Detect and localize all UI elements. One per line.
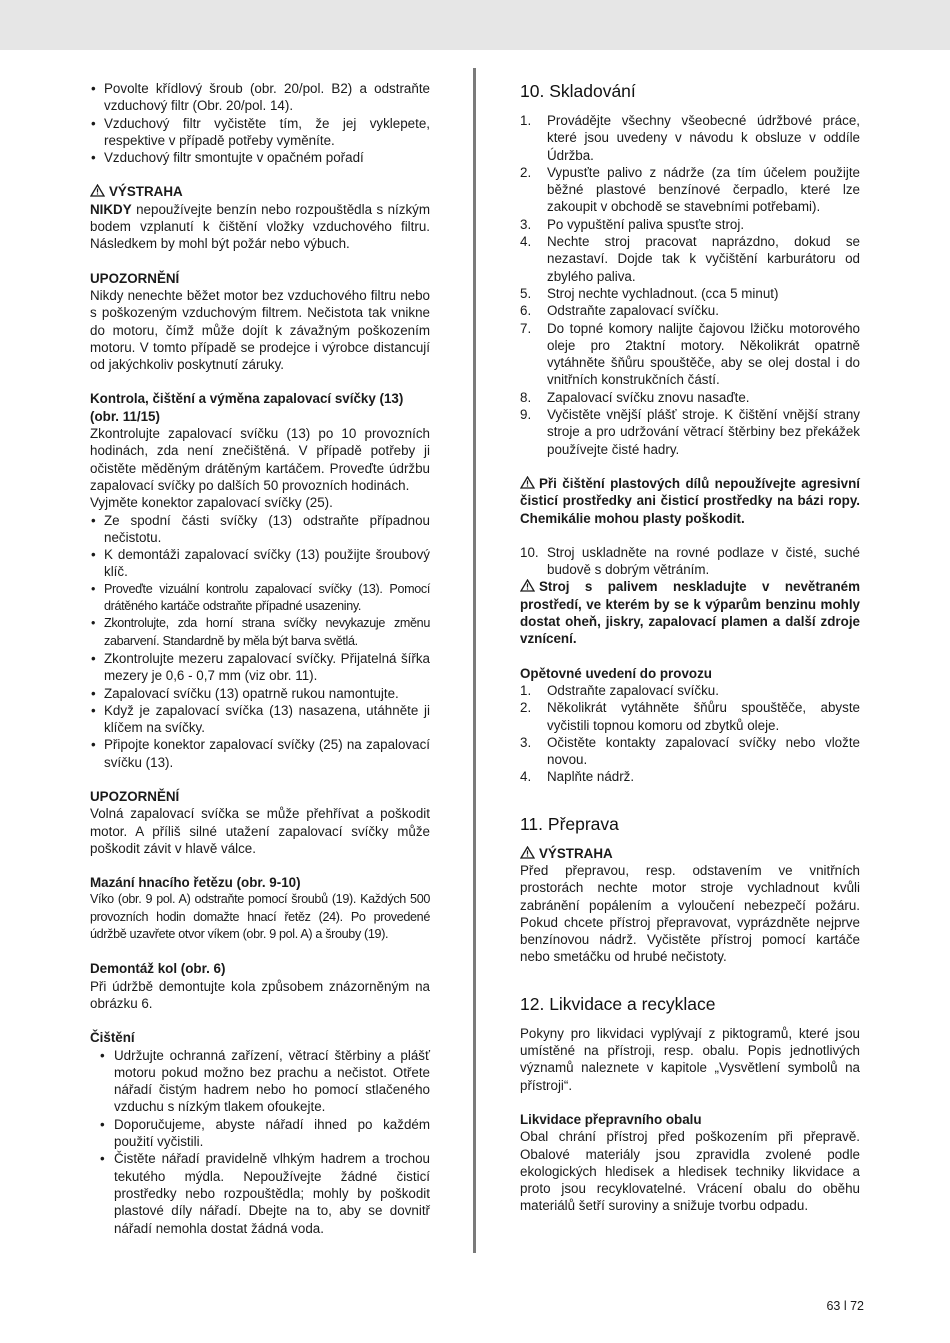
list-item: • Ze spodní části svíčky (13) odstraňte případnou nečistotu. <box>90 512 430 547</box>
warning-body: nepoužívejte benzín nebo rozpouštědla s nízkým bodem vzplanutí k čištění vložky vzduchového filtru. Následkem by mohl být požár nebo výbuch. <box>90 201 430 252</box>
item-number: 4. <box>520 234 532 250</box>
item-text: Po vypuštění paliva spusťte stroj. <box>547 216 745 232</box>
list-item: • Čistěte nářadí pravidelně vlhkým hadrem a trochou tekutého mýdla. Nepoužívejte žádné čisticí prostředky nebo rozpouštědla; mohly by poškodit plastové díly nářadí. Dbejte na to, aby se dovnitř nářadí nemohla dostat žádná voda. <box>90 1150 430 1236</box>
warning-fuel <box>520 578 860 647</box>
item-text: Stroj uskladněte na rovné podlaze v čisté, suché budově s dobrým větráním. <box>547 544 860 578</box>
section-heading-packaging: Likvidace přepravního obalu <box>520 1111 702 1127</box>
item-text: Odstraňte zapalovací svíčku. <box>547 682 719 698</box>
item-text: Vypusťte palivo z nádrže (za tím účelem použijte běžné plastové benzínové čerpadlo, které lze zakoupit v obchodě se stavebními potřebami). <box>547 164 860 215</box>
section-title-disposal: 12. Likvidace a recyklace <box>520 993 716 1014</box>
list-item: • Vzduchový filtr vyčistěte tím, že jej vyklepete, respektive v případě potřeby vyměníte. <box>90 115 430 150</box>
list-item <box>520 768 860 785</box>
warning-title: VÝSTRAHA <box>109 184 183 200</box>
paragraph: Před přepravou, resp. odstavením ve vnitřních prostorách nechte motor stroje vychladnout kvůli zabránění popálením a vyloučení nebezpečí požáru. Pokud chcete přístroj přepravovat, vyprázdněte nejprve benzínovou nádrž. Vyčistěte přístroj pomocí kartáče nebo smetáčku od hrubé nečistoty. <box>520 862 860 965</box>
list-item: • Zapalovací svíčku (13) opatrně rukou namontujte. <box>90 685 430 702</box>
list-item <box>520 699 860 734</box>
item-number: 9. <box>520 407 532 423</box>
list-item <box>520 734 860 769</box>
storage-list-continued <box>520 544 860 579</box>
column-divider <box>473 68 476 1253</box>
warning-plastic-text: Při čištění plastových dílů nepoužívejte agresivní čisticí prostředky ani čisticí prostředky na bázi ropy. Chemikálie mohou plasty poškodit. <box>520 475 860 526</box>
list-item: • Vzduchový filtr smontujte v opačném pořadí <box>90 149 430 166</box>
item-number: 3. <box>520 734 532 750</box>
spark-plug-list <box>90 512 430 771</box>
restart-list <box>520 682 860 786</box>
section-heading-cleaning: Čištění <box>90 1030 135 1046</box>
list-item: • Proveďte vizuální kontrolu zapalovací svíčky (13). Pomocí drátěného kartáče odstraňte případné usazeniny. <box>90 581 430 616</box>
item-number: 3. <box>520 216 532 232</box>
warning-triangle-icon <box>520 846 535 859</box>
section-heading-restart: Opětovné uvedení do provozu <box>520 665 712 681</box>
section-title-storage: 10. Skladování <box>520 81 636 101</box>
warning-heading <box>90 183 430 200</box>
item-text: Do topné komory nalijte čajovou lžičku motorového oleje pro 2taktní motory. Několikrát opatrně vytáhněte šňůru spouštěče, aby se olej dostal i do vnitřních konstrukčních částí. <box>547 320 860 388</box>
item-number: 2. <box>520 164 532 180</box>
paragraph: Zkontrolujte zapalovací svíčku (13) po 10 provozních hodinách, zda není znečištěná. V případě potřeby ji očistěte měděným drátěným kartáčem. Proveďte údržbu zapalovací svíčky po dalších 50 provozních hodinách. <box>90 426 430 493</box>
list-item <box>520 285 860 302</box>
warning-text <box>90 201 430 253</box>
paragraph: Obal chrání přístroj před poškozením při přepravě. Obalové materiály jsou zpravidla zvolené podle ekologických hledisek a hledisek techniky likvidace a proto jsou recyklovatelné. Vrácení obalu do oběhu materiálů šetří suroviny a snižuje tvorbu odpadu. <box>520 1129 860 1214</box>
list-item: • Zkontrolujte mezeru zapalovací svíčky. Přijatelná šířka mezery je 0,6 - 0,7 mm (viz obr. 11). <box>90 650 430 685</box>
section-heading-wheels: Demontáž kol (obr. 6) <box>90 961 226 977</box>
item-text: Očistěte kontakty zapalovací svíčky nebo vložte novou. <box>547 734 860 768</box>
warning-plastic <box>520 475 860 527</box>
list-item: • K demontáži zapalovací svíčky (13) použijte šroubový klíč. <box>90 546 430 581</box>
item-number: 5. <box>520 285 532 301</box>
air-filter-list <box>90 80 430 166</box>
item-number: 4. <box>520 769 532 785</box>
notice-text: Volná zapalovací svíčka se může přehřívat a poškodit motor. A příliš silné utažení zapalovací svíčky může poškodit závit v hlavě válce. <box>90 806 430 856</box>
section-heading-spark-plug: Kontrola, čištění a výměna zapalovací svíčky (13) (obr. 11/15) <box>90 391 404 424</box>
cleaning-list <box>90 1047 430 1237</box>
item-number: 10. <box>520 544 539 560</box>
list-item <box>520 389 860 406</box>
item-number: 6. <box>520 303 532 319</box>
item-text: Provádějte všechny všeobecné údržbové práce, které jsou uvedeny v návodu k obsluze v oddíle Údržba. <box>547 113 860 163</box>
list-item <box>520 544 860 579</box>
list-item <box>520 320 860 389</box>
notice-heading: UPOZORNĚNÍ <box>90 788 180 804</box>
item-text: Vyčistěte vnější plášť stroje. K čištění vnější strany stroje a pro udržování větrací štěrbiny bez překážek používejte čisté hadry. <box>547 407 860 457</box>
item-text: Zapalovací svíčku znovu nasaďte. <box>547 389 750 405</box>
list-item: • Udržujte ochranná zařízení, větrací štěrbiny a plášť motoru pokud možno bez prachu a nečistot. Otřete nářadí čistým hadrem nebo ho pomocí stlačeného vzduchu s nízkým tlakem ofoukejte. <box>90 1047 430 1116</box>
list-item <box>520 233 860 285</box>
left-column <box>90 80 430 1237</box>
warning-strong: NIKDY <box>90 201 132 217</box>
paragraph: Pokyny pro likvidaci vyplývají z piktogramů, které jsou umístěné na přístroji, resp. obalu. Popis jednotlivých významů naleznete v kapitole „Vysvětlení symbolů na přístroji“. <box>520 1025 860 1093</box>
paragraph: Vyjměte konektor zapalovací svíčky (25). <box>90 495 333 511</box>
list-item: • Zkontrolujte, zda horní strana svíčky nevykazuje změnu zabarvení. Standardně by měla být barva světlá. <box>90 615 430 650</box>
warning-triangle-icon <box>520 476 535 489</box>
notice-heading: UPOZORNĚNÍ <box>90 270 180 286</box>
list-item <box>520 682 860 699</box>
warning-title: VÝSTRAHA <box>539 845 613 861</box>
paragraph: Víko (obr. 9 pol. A) odstraňte pomocí šroubů (19). Každých 500 provozních hodin domažte hnací řetěz (24). Po provedené údržbě uzavřete otvor víkem (obr. 9 pol. A) a šrouby (19). <box>90 892 430 942</box>
list-item: • Když je zapalovací svíčka (13) nasazena, utáhněte ji klíčem na svíčky. <box>90 702 430 737</box>
paragraph: Při údržbě demontujte kola způsobem znázorněným na obrázku 6. <box>90 978 430 1011</box>
list-item <box>520 406 860 458</box>
page-number: 63 l 72 <box>826 1299 864 1313</box>
list-item: • Doporučujeme, abyste nářadí ihned po každém použití vyčistili. <box>90 1116 430 1151</box>
right-column <box>520 80 860 1215</box>
item-text: Naplňte nádrž. <box>547 769 635 785</box>
item-text: Stroj nechte vychladnout. (cca 5 minut) <box>547 285 779 301</box>
item-number: 2. <box>520 700 532 716</box>
warning-heading <box>520 845 860 862</box>
item-number: 8. <box>520 389 532 405</box>
list-item <box>520 302 860 319</box>
storage-list <box>520 112 860 458</box>
item-number: 7. <box>520 320 532 336</box>
notice-text: Nikdy nenechte běžet motor bez vzduchového filtru nebo s poškozeným vzduchovým filtrem. Nečistota tak vnikne do motoru, čímž může dojít k závažným poškozením motoru. V tomto případě se prodejce i výrobce distancují od jakýchkoliv poskytnutí záruky. <box>90 287 430 373</box>
list-item: • Povolte křídlový šroub (obr. 20/pol. B2) a odstraňte vzduchový filtr (Obr. 20/pol. 14). <box>90 80 430 115</box>
item-number: 1. <box>520 113 532 128</box>
list-item <box>520 216 860 233</box>
item-text: Nechte stroj pracovat naprázdno, dokud se nezastaví. Dojde tak k vyčištění karburátoru od zbylého paliva. <box>547 234 860 284</box>
item-number: 1. <box>520 682 532 698</box>
warning-fuel-text: Stroj s palivem neskladujte v nevětraném prostředí, ve kterém by se k výparům benzinu mohly dostat oheň, jiskry, zapalovací plamen a další zdroje vznícení. <box>520 579 860 647</box>
warning-triangle-icon <box>520 579 535 592</box>
header-bar <box>0 0 950 50</box>
list-item: • Připojte konektor zapalovací svíčky (25) na zapalovací svíčku (13). <box>90 736 430 771</box>
section-heading-chain: Mazání hnacího řetězu (obr. 9-10) <box>90 875 301 891</box>
section-title-transport: 11. Přeprava <box>520 813 619 834</box>
list-item <box>520 112 860 164</box>
list-item <box>520 164 860 216</box>
warning-triangle-icon <box>90 184 105 197</box>
item-text: Několikrát vytáhněte šňůru spouštěče, abyste vyčistili topnou komoru od zbytků oleje. <box>547 700 860 733</box>
item-text: Odstraňte zapalovací svíčku. <box>547 303 719 319</box>
